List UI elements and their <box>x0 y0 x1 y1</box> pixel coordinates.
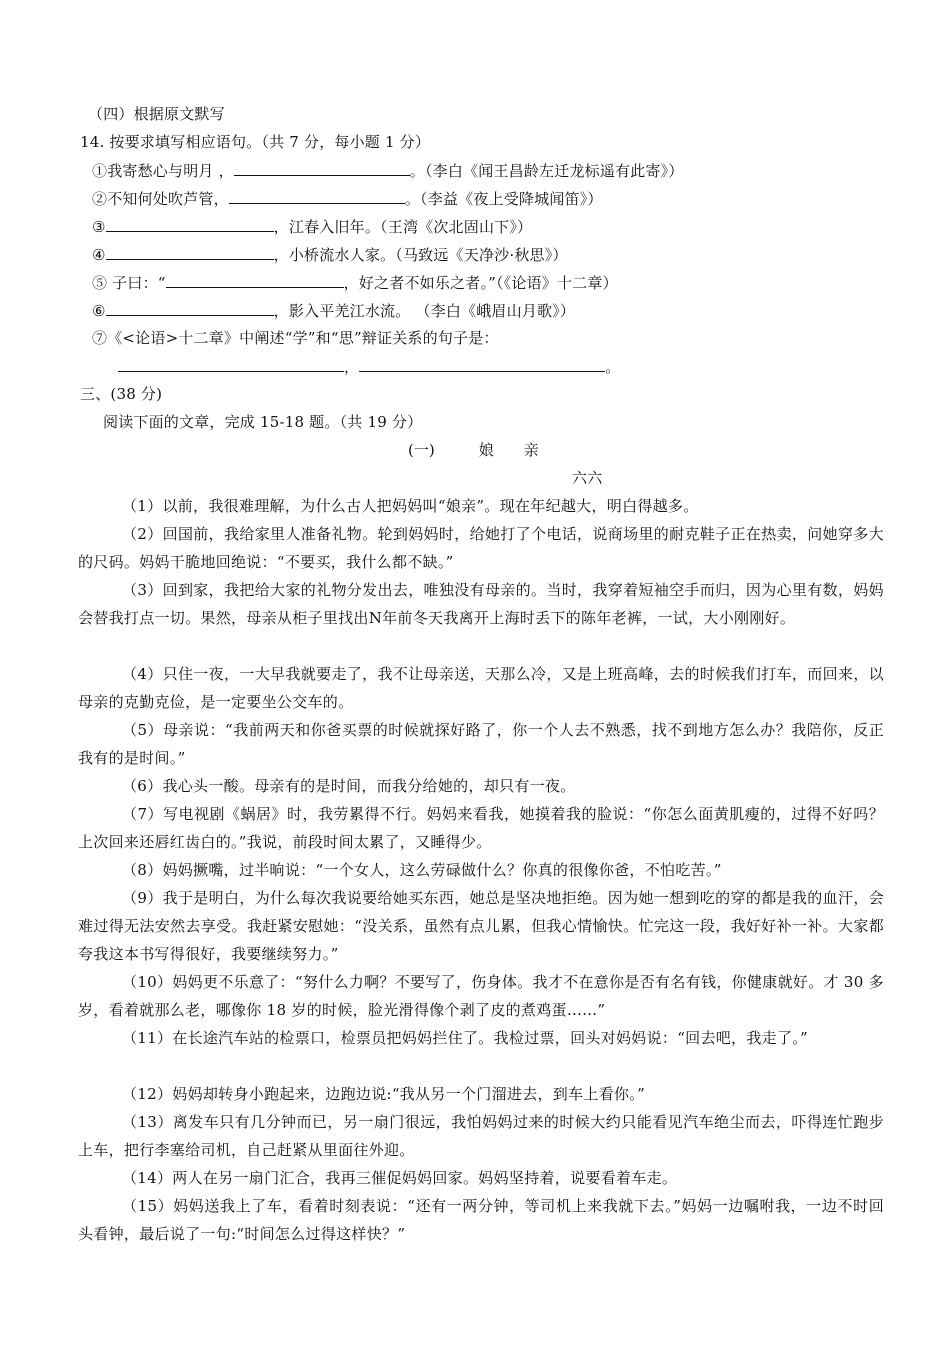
article-author: 六六 <box>572 469 603 487</box>
answer-blank[interactable] <box>166 272 344 288</box>
paragraph-6: （6）我心头一酸。母亲有的是时间，而我分给她的，却只有一夜。 <box>122 777 576 795</box>
reading-instruction: 阅读下面的文章，完成 15-18 题。（共 19 分） <box>103 413 423 431</box>
paragraph-14: （14）两人在另一扇门汇合，我再三催促妈妈回家。妈妈坚持着，说要看着车走。 <box>122 1169 678 1187</box>
answer-blank[interactable] <box>359 356 605 372</box>
answer-blank[interactable] <box>106 300 274 316</box>
section-three-heading: 三、(38 分) <box>80 385 163 403</box>
paragraph-15: （15）妈妈送我上了车，看着时刻表说：“还有一两分钟，等司机上来我就下去。”妈妈一边嘱咐我，一边不时回头看钟，最后说了一句:“时间怎么过得这样快？” <box>78 1197 884 1243</box>
paragraph-13: （13）离发车只有几分钟而已，另一扇门很远，我怕妈妈过来的时候大约只能看见汽车绝尘而去，吓得连忙跑步上车，把行李塞给司机，自己赶紧从里面往外迎。 <box>78 1113 884 1159</box>
article-number: (一) <box>408 441 435 459</box>
fill-item-2: ②不知何处吹芦管， 。（李益《夜上受降城闻笛》） <box>92 190 603 208</box>
answer-blank[interactable] <box>106 244 274 260</box>
answer-blank[interactable] <box>234 160 410 176</box>
article-title: (一) 娘 亲 <box>408 441 539 459</box>
paragraph-4: （4）只住一夜，一大早我就要走了，我不让母亲送，天那么冷，又是上班高峰，去的时候我们打车，而回来，以母亲的克勤克俭，是一定要坐公交车的。 <box>78 665 884 711</box>
fill-item-7: ⑦《<论语>十二章》中阐述“学”和“思”辩证关系的句子是： <box>92 329 499 347</box>
paragraph-1: （1）以前，我很难理解，为什么古人把妈妈叫“娘亲”。现在年纪越大，明白得越多。 <box>122 497 699 515</box>
paragraph-2: （2）回国前，我给家里人准备礼物。轮到妈妈时，给她打了个电话，说商场里的耐克鞋子正在热卖，问她穿多大的尺码。妈妈干脆地回绝说：“不要买，我什么都不缺。” <box>78 525 884 571</box>
paragraph-12: （12）妈妈却转身小跑起来，边跑边说:“我从另一个门溜进去，到车上看你。” <box>122 1085 646 1103</box>
question-14: 14. 按要求填写相应语句。（共 7 分，每小题 1 分） <box>80 133 431 151</box>
answer-blank[interactable] <box>118 356 344 372</box>
section-four-heading: （四）根据原文默写 <box>88 105 225 123</box>
paragraph-11: （11）在长途汽车站的检票口，检票员把妈妈拦住了。我检过票，回头对妈妈说：“回去吧，我走了。” <box>122 1029 809 1047</box>
fill-item-4: ④ ，小桥流水人家。（马致远《天净沙·秋思》） <box>92 246 568 264</box>
paragraph-10: （10）妈妈更不乐意了：“努什么力啊？不要写了，伤身体。我才不在意你是否有名有钱，你健康就好。才 30 多岁，看着就那么老，哪像你 18 岁的时候，脸光滑得像个剥了皮的煮鸡蛋……” <box>78 973 884 1019</box>
fill-item-5: ⑤ 子曰：“ ，好之者不如乐之者。”（《论语》十二章） <box>92 274 618 292</box>
answer-blank[interactable] <box>229 188 405 204</box>
fill-item-7-answers: ， 。 <box>118 356 620 377</box>
answer-blank[interactable] <box>106 216 274 232</box>
fill-item-1: ①我寄愁心与明月 ， 。（李白《闻王昌龄左迁龙标遥有此寄》） <box>92 162 684 180</box>
paragraph-5: （5）母亲说：“我前两天和你爸买票的时候就探好路了，你一个人去不熟悉，找不到地方怎么办？我陪你，反正我有的是时间。” <box>78 721 884 767</box>
paragraph-7: （7）写电视剧《蜗居》时，我劳累得不行。妈妈来看我，她摸着我的脸说：“你怎么面黄肌瘦的，过得不好吗？上次回来还唇红齿白的。”我说，前段时间太累了，又睡得少。 <box>78 805 884 851</box>
paragraph-9: （9）我于是明白，为什么每次我说要给她买东西，她总是坚决地拒绝。因为她一想到吃的穿的都是我的血汗，会难过得无法安然去享受。我赶紧安慰她：“没关系，虽然有点儿累，但我心情愉快。忙完这一段，我好好补一补。大家都夸我这本书写得很好，我要继续努力。” <box>78 889 884 963</box>
fill-item-6: ⑥ ，影入平羌江水流。 （李白《峨眉山月歌》） <box>92 302 576 320</box>
paragraph-8: （8）妈妈撅嘴，过半晌说：“一个女人，这么劳碌做什么？你真的很像你爸，不怕吃苦。” <box>122 861 722 879</box>
fill-item-3: ③ ，江春入旧年。（王湾《次北固山下》） <box>92 218 533 236</box>
paragraph-3: （3）回到家，我把给大家的礼物分发出去，唯独没有母亲的。当时，我穿着短袖空手而归，因为心里有数，妈妈会替我打点一切。果然，母亲从柜子里找出N年前冬天我离开上海时丢下的陈年老裤，一试，大小刚刚好。 <box>78 581 884 627</box>
